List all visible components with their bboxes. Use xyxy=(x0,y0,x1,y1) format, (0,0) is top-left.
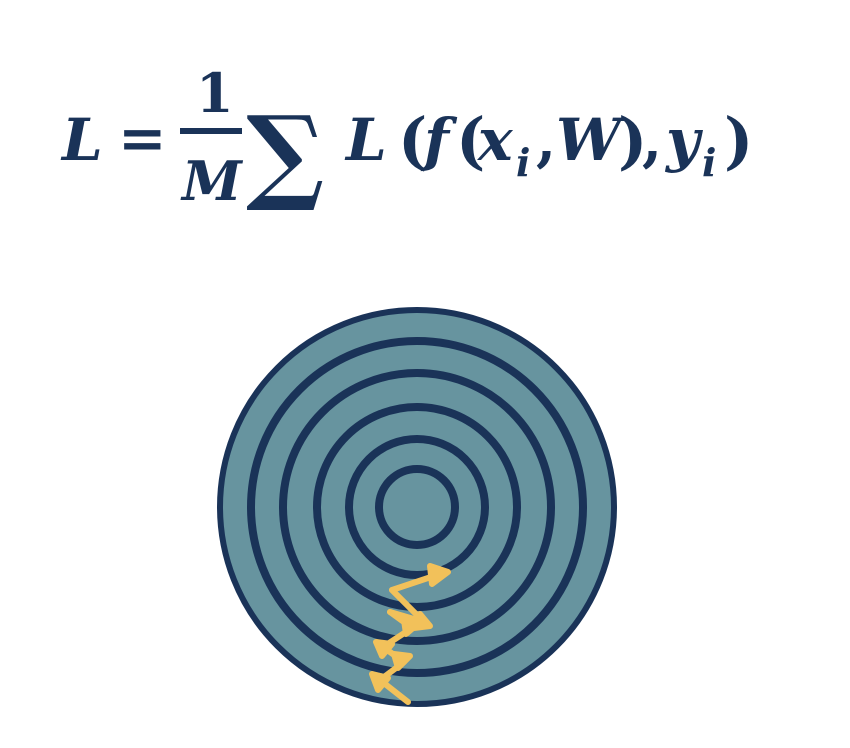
formula-numerator: 1 xyxy=(196,61,234,125)
formula-y: y xyxy=(666,106,700,174)
formula-equals: = xyxy=(118,104,167,172)
fraction-bar xyxy=(180,128,242,134)
formula-y-sub: i xyxy=(702,140,717,185)
formula-func-close: ) xyxy=(618,104,648,177)
formula-weight: W xyxy=(556,106,622,174)
formula-x-sub: i xyxy=(516,140,531,185)
formula-comma-1: , xyxy=(536,106,557,174)
sum-symbol: ∑ xyxy=(246,92,325,215)
formula-open-paren: ( xyxy=(398,104,428,177)
loss-contour-diagram xyxy=(0,230,850,748)
formula-comma-2: , xyxy=(642,106,663,174)
loss-formula xyxy=(0,0,850,230)
formula-lhs: L xyxy=(62,106,103,174)
formula-loss: L xyxy=(346,106,387,174)
formula-close-paren: ) xyxy=(724,104,754,177)
formula-func: f xyxy=(424,106,449,174)
formula-denominator: M xyxy=(182,149,242,213)
formula-func-open: ( xyxy=(456,104,486,177)
formula-x: x xyxy=(478,106,513,174)
